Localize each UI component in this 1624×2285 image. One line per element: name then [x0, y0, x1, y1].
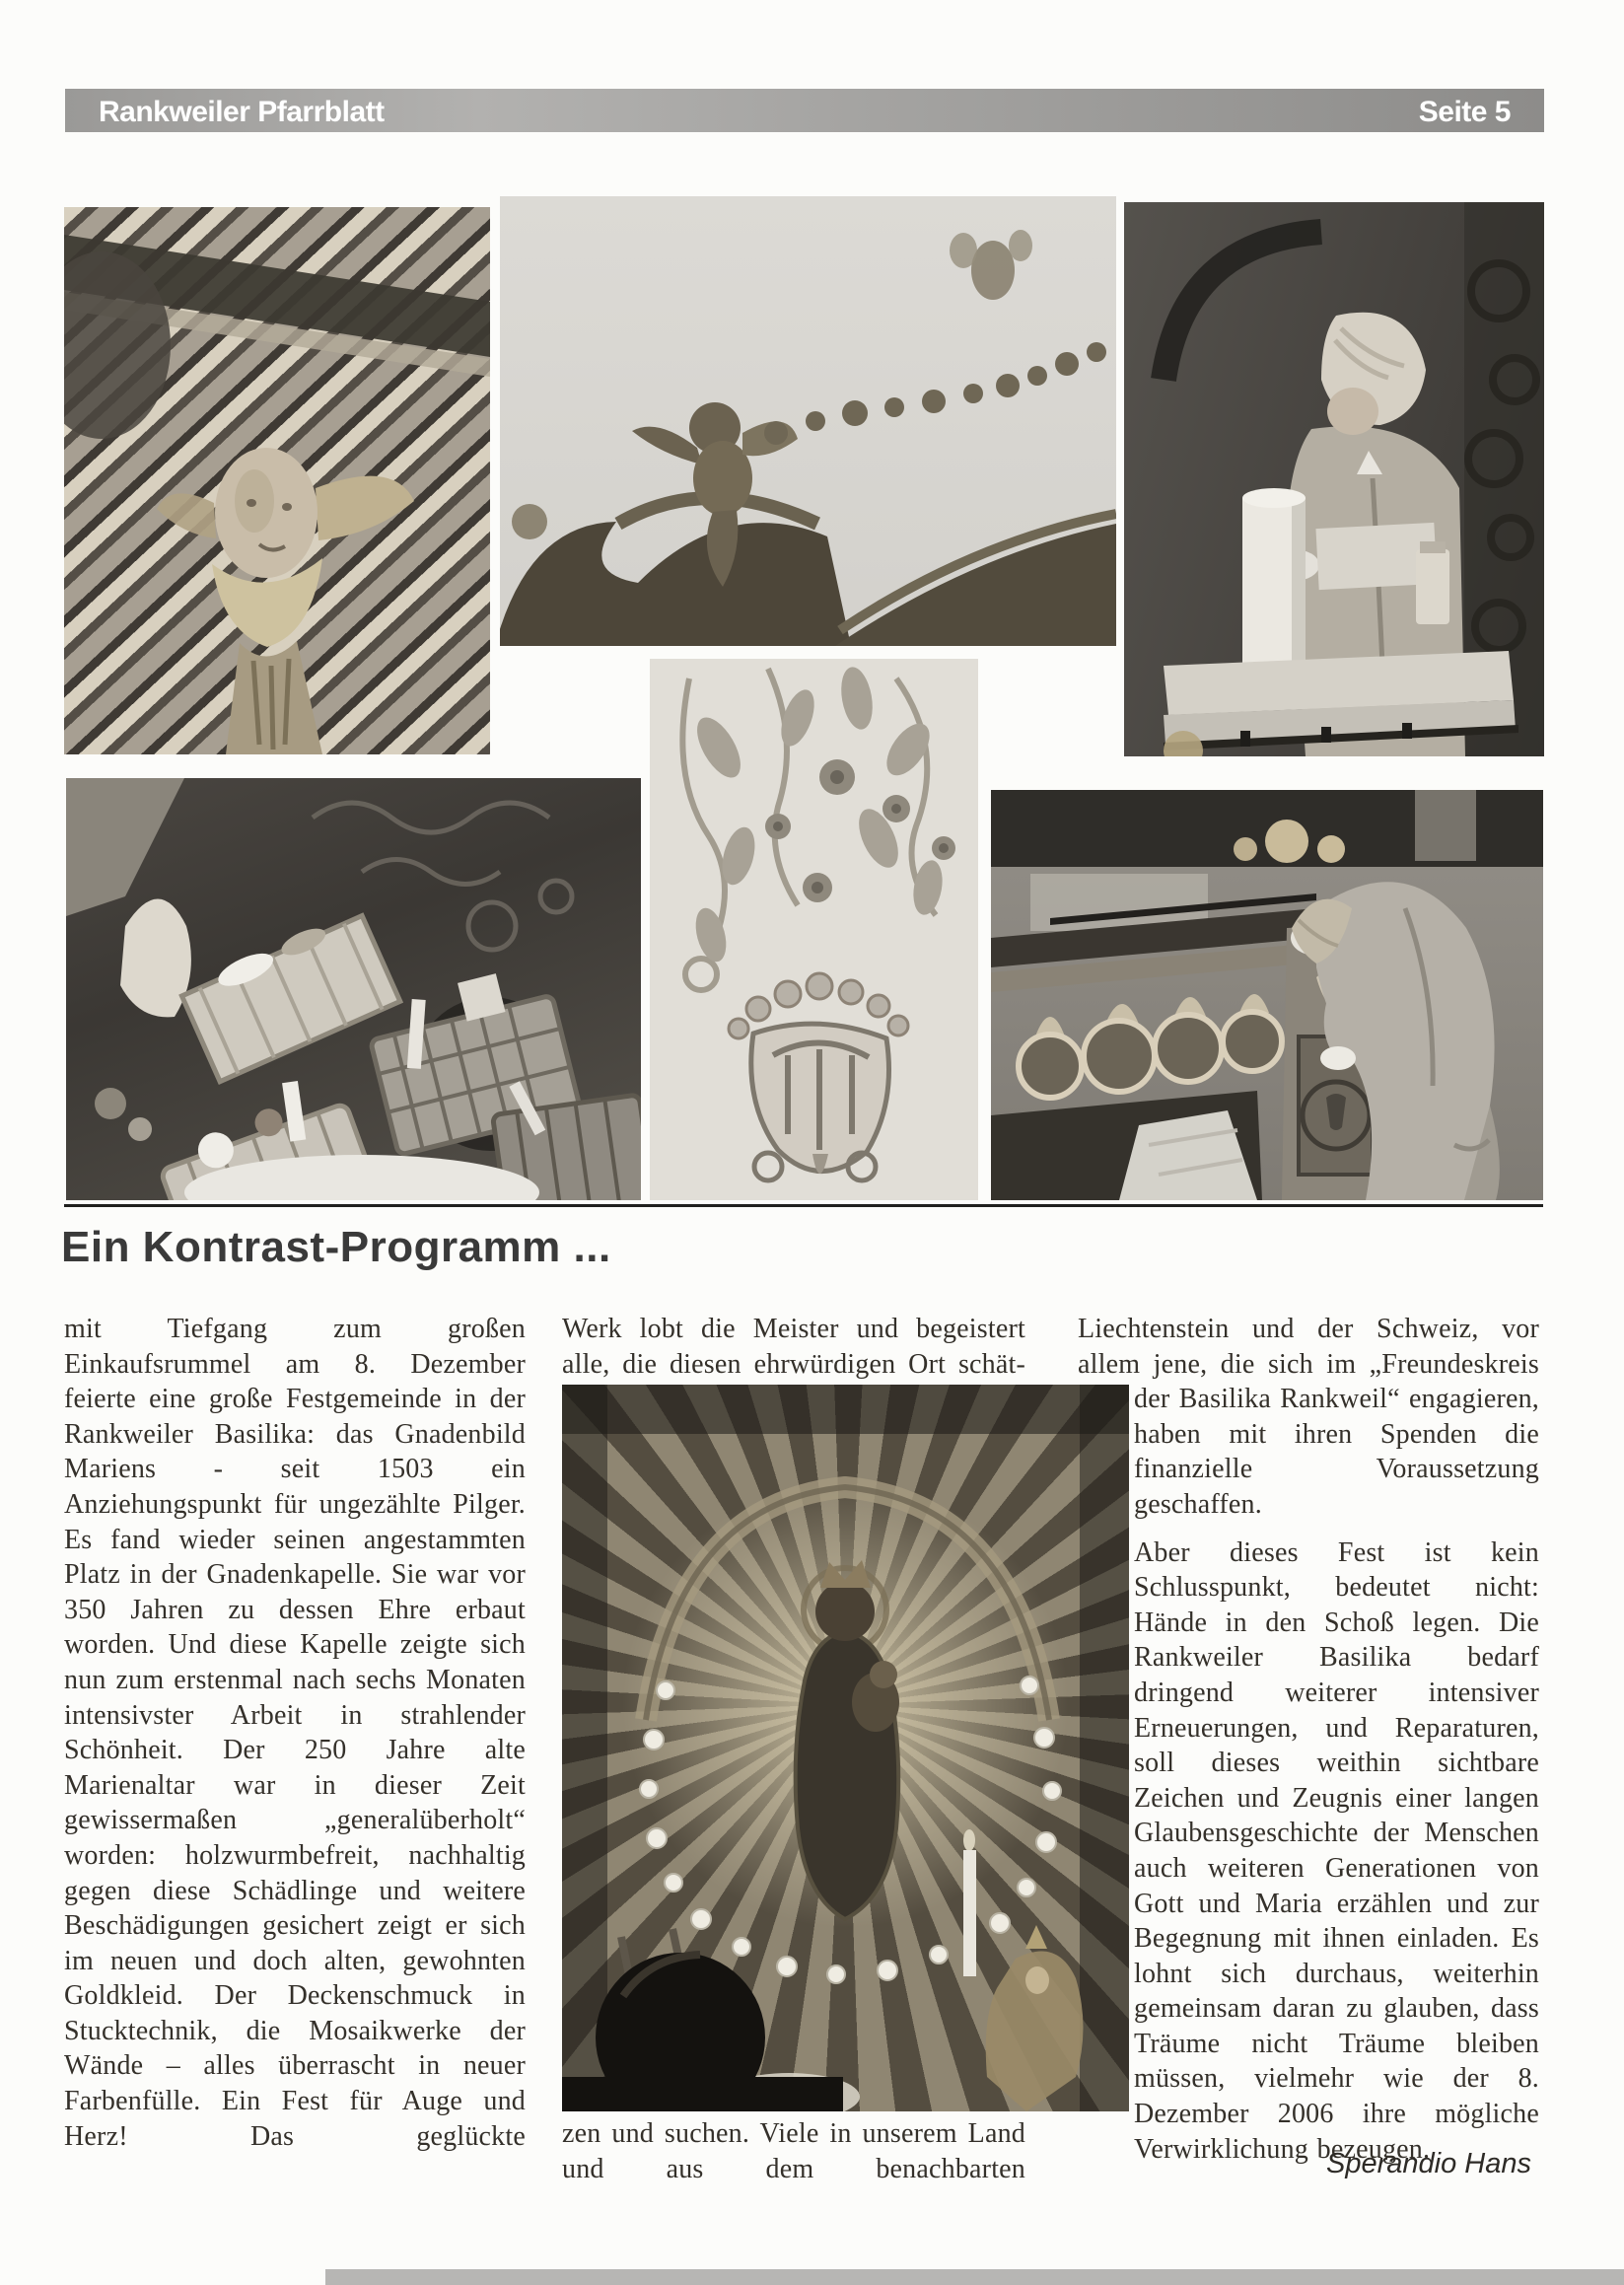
photo-organ-angel — [64, 207, 490, 754]
right-column-wrapped-text — [1134, 1382, 1539, 2167]
photo-man-restorer — [991, 790, 1543, 1200]
organ-angel-image — [64, 207, 490, 754]
body-text-middle-top: Werk lobt die Meister und begeistert alle, die diesen ehrwürdigen Ort schät- — [562, 1314, 1025, 1380]
photo-material-baskets — [66, 778, 641, 1200]
photo-cherub-garland — [500, 196, 1116, 646]
material-baskets-image — [66, 778, 641, 1200]
woman-restorer-image — [1124, 202, 1544, 756]
page-header-bar — [65, 89, 1544, 132]
article-column-middle-top — [562, 1312, 1025, 1382]
madonna-altar-image — [562, 1385, 1129, 2111]
article-column-left — [64, 1312, 526, 2154]
body-text-right-p1: der Basilika Rankweil“ engagieren, haben mit ihren Spenden die finanzielle Voraussetzung geschaffen. — [1134, 1384, 1539, 1520]
article-column-right — [1078, 1312, 1539, 2179]
photo-madonna-altar — [562, 1385, 1129, 2111]
man-restorer-image — [991, 790, 1543, 1200]
collage-divider-rule — [64, 1204, 1543, 1207]
body-text-left: mit Tiefgang zum großen Einkaufsrummel am 8. Dezember feierte eine große Festgemeinde in der Rankweiler Basilika: das Gnadenbild Mariens - seit 1503 ein Anziehungspunkt für ungezählte Pilger. Es fand wieder seinen angestammten Platz in der Gnadenkapelle. Sie war vor 350 Jahren zu dessen Ehre erbaut worden. Und diese Kapelle zeigte sich nun zum erstenmal nach sechs Monaten intensivster Arbeit in strahlender Schönheit. Der 250 Jahre alte Marienaltar war in dieser Zeit gewissermaßen „generalüberholt“ worden: holzwurmbefreit, nachhaltig gegen diese Schädlinge und weitere Beschädigungen gesichert zeigt er sich im neuen und doch alten, gewohnten Goldkleid. Der Deckenschmuck in Stucktechnik, die Mosaikwerke der Wände – alles überrascht in neuer Farbenfülle. Ein Fest für Auge und Herz! Das geglückte — [64, 1314, 526, 2152]
byline: Sperandio Hans — [1326, 2148, 1531, 2179]
article-headline: Ein Kontrast-Programm ... — [61, 1223, 611, 1271]
article-column-middle-bottom — [562, 2116, 1025, 2186]
cherub-garland-image — [500, 196, 1116, 646]
photo-stucco-flowers — [650, 659, 978, 1200]
body-text-right-p2: Aber dieses Fest ist kein Schlusspunkt, bedeutet nicht: Hände in den Schoß legen. Die Rankweiler Basilika bedarf dringend weiterer intensiver Erneuerungen, und Reparaturen, soll dieses weithin sichtbare Zeichen und Zeugnis einer langen Glaubensgeschichte der Menschen auch weiteren Generationen von Gott und Maria erzählen und zur Begegnung mit ihnen einladen. Es lohnt sich durchaus, weiterhin gemeinsam daran zu glauben, dass Träume nicht Träume bleiben müssen, vielmehr wie der 8. Dezember 2006 ihre mögliche Verwirklichung bezeugen. — [1134, 1536, 1539, 2165]
body-text-middle-bottom: zen und suchen. Viele in unserem Land und aus dem benachbarten — [562, 2118, 1025, 2184]
stucco-flowers-image — [650, 659, 978, 1200]
newsletter-title: Rankweiler Pfarrblatt — [99, 96, 385, 128]
bottom-scan-bar — [325, 2269, 1624, 2285]
body-text-right-lead: Liechtenstein und der Schweiz, vor allem jene, die sich im „Freundeskreis — [1078, 1314, 1539, 1380]
page-number-label: Seite 5 — [1418, 96, 1511, 128]
photo-woman-restorer — [1124, 202, 1544, 756]
